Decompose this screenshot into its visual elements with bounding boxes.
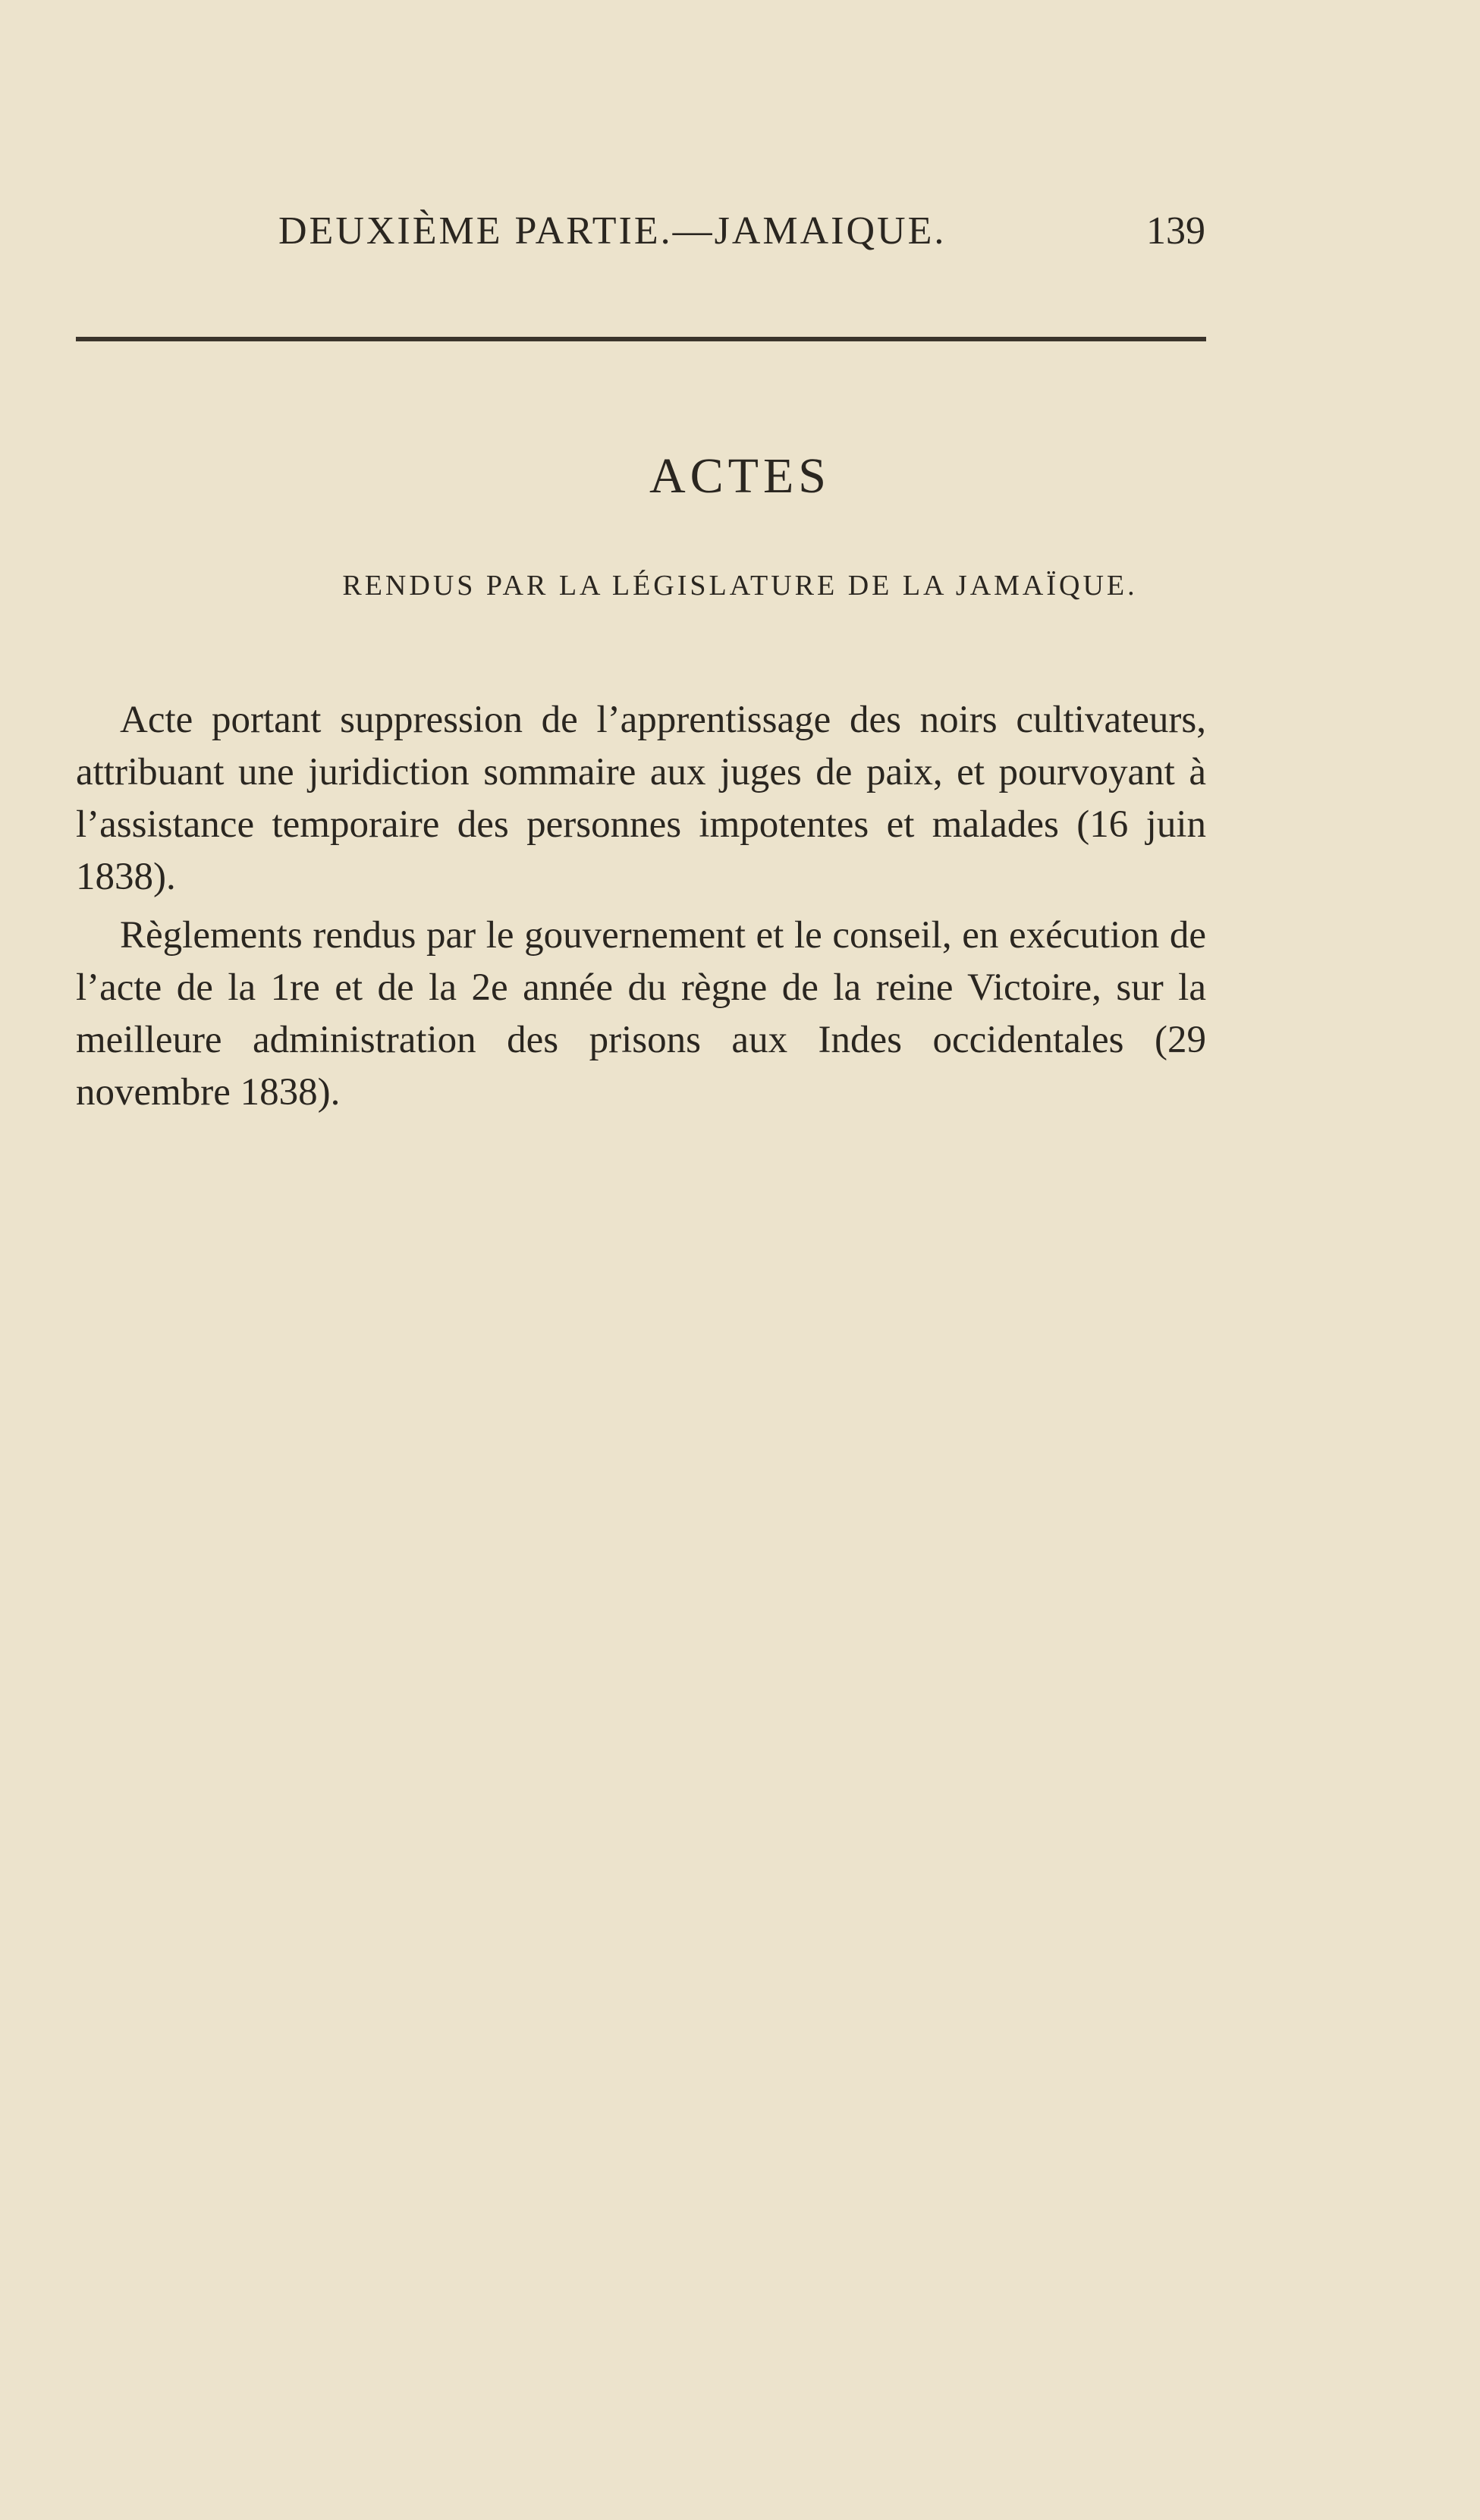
entry-paragraph: Acte portant suppression de l’apprentissage des noirs cultivateurs, attribuant une juridiction sommaire aux juges de paix, et pourvoyant à l’assistance temporaire des personnes impotentes et malades (16 juin 1838). bbox=[76, 699, 1206, 898]
running-title: DEUXIÈME PARTIE.—JAMAIQUE. bbox=[278, 209, 947, 253]
entries-list bbox=[76, 694, 1206, 1125]
entry-paragraph: Règlements rendus par le gouvernement et le conseil, en exécution de l’acte de la 1re et de la 2e année du règne de la reine Victoire, sur la meilleure administration des prisons aux Indes occidentales (29 novembre 1838). bbox=[76, 914, 1206, 1114]
page-number: 139 bbox=[1146, 209, 1205, 253]
header-rule bbox=[76, 337, 1206, 341]
section-title: ACTES bbox=[649, 448, 831, 504]
section-subtitle: RENDUS PAR LA LÉGISLATURE DE LA JAMAÏQUE. bbox=[342, 570, 1138, 602]
running-head bbox=[278, 205, 1205, 258]
